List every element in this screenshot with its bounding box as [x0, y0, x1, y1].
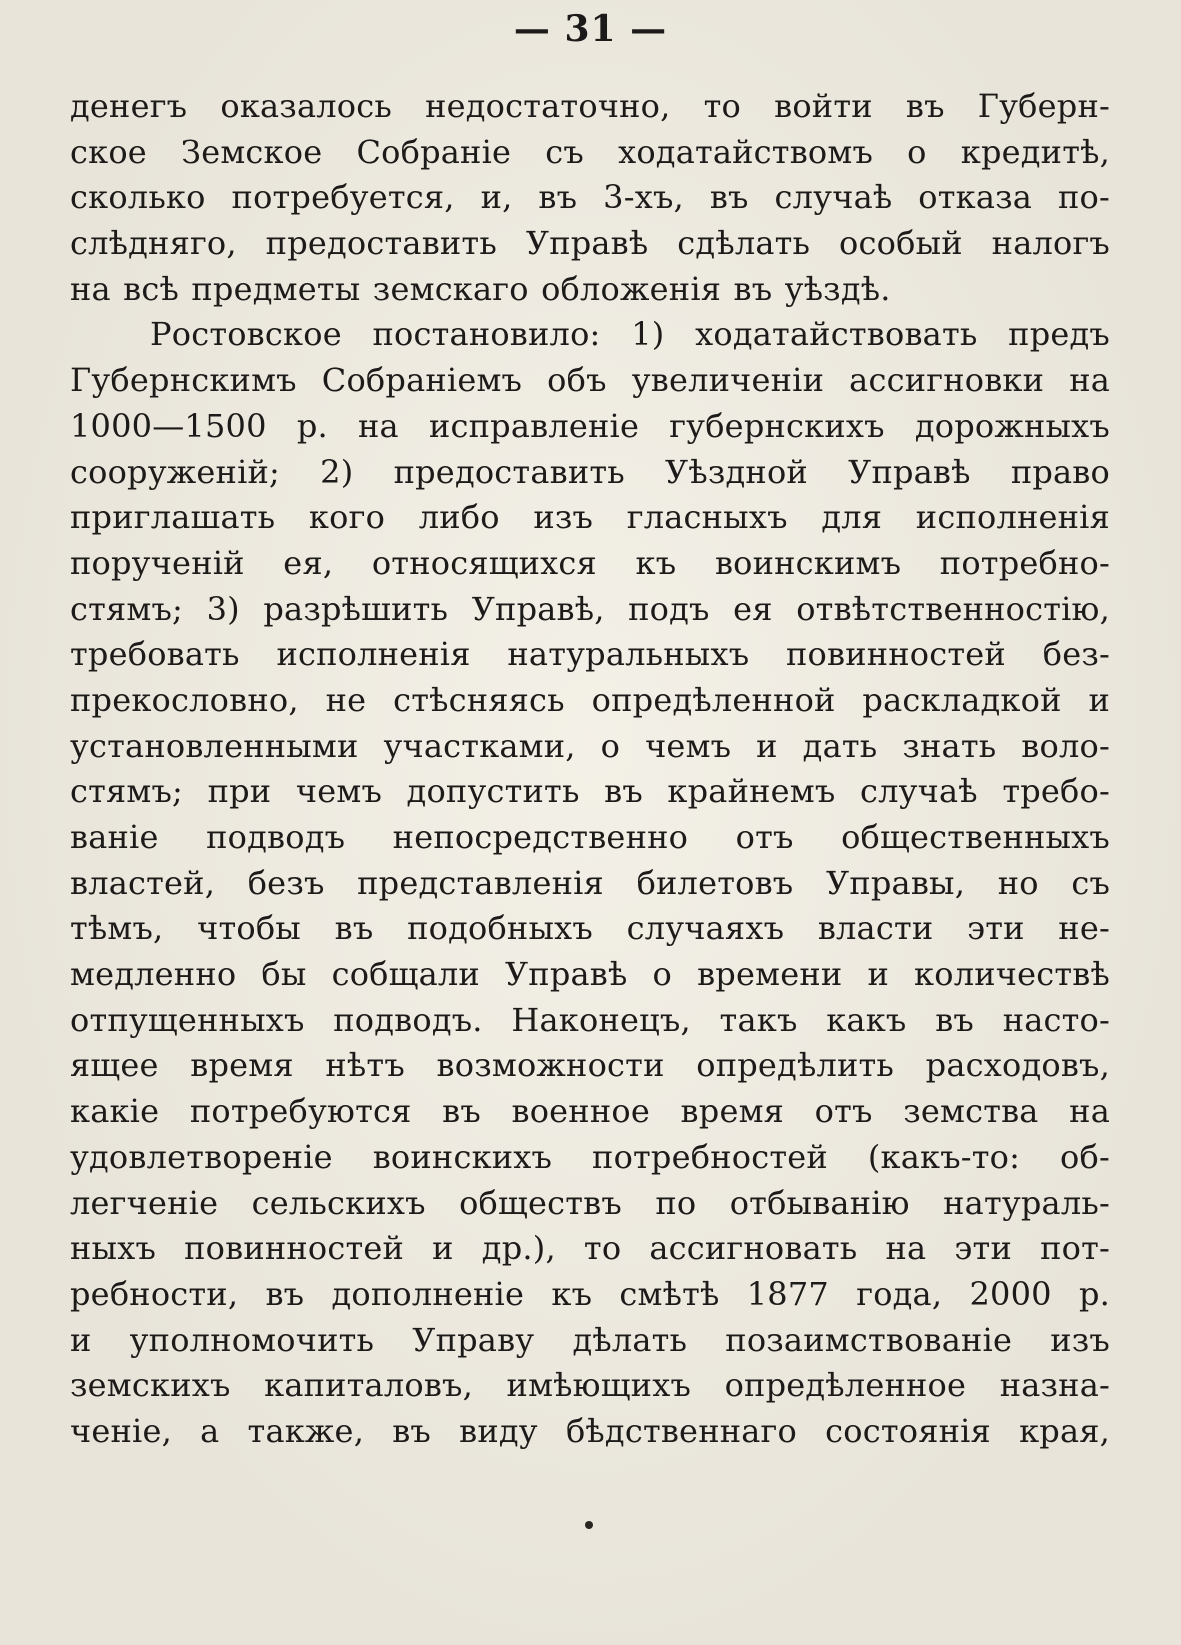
- text-line: 1000—1500 р. на исправленіе губернскихъ дорожныхъ: [70, 406, 1110, 445]
- text-line: властей, безъ представленія билетовъ Управы, но съ: [70, 863, 1110, 902]
- text-line: ящее время нѣтъ возможности опредѣлить расходовъ,: [70, 1046, 1110, 1085]
- text-line: ское Земское Собраніе съ ходатайствомъ о кредитѣ,: [70, 132, 1110, 171]
- text-line: требовать исполненія натуральныхъ повинностей без-: [70, 635, 1110, 674]
- text-line: удовлетвореніе воинскихъ потребностей (какъ-то: об-: [70, 1137, 1110, 1176]
- text-line: Губернскимъ Собраніемъ объ увеличеніи ассигновки на: [70, 361, 1110, 400]
- text-line: ныхъ повинностей и др.), то ассигновать на эти пот-: [70, 1229, 1110, 1268]
- text-line: тѣмъ, чтобы въ подобныхъ случаяхъ власти эти не-: [70, 909, 1110, 948]
- text-line: отпущенныхъ подводъ. Наконецъ, такъ какъ въ насто-: [70, 1000, 1110, 1039]
- text-line: ваніе подводъ непосредственно отъ общественныхъ: [70, 818, 1110, 856]
- text-line: ченіе, а также, въ виду бѣдственнаго состоянія края,: [70, 1411, 1110, 1450]
- text-line: денегъ оказалось недостаточно, то войти въ Губерн-: [70, 87, 1110, 125]
- footer-dot: [585, 1521, 593, 1529]
- text-line: сооруженій; 2) предоставить Уѣздной Управѣ право: [70, 452, 1110, 491]
- text-line: прекословно, не стѣсняясь опредѣленной раскладкой и: [70, 680, 1110, 719]
- page-body-text: [70, 84, 1110, 1455]
- text-line: и уполномочить Управу дѣлать позаимствованіе изъ: [70, 1320, 1110, 1359]
- paragraph-start-line: Ростовское постановило: 1) ходатайствовать предъ: [150, 315, 1110, 354]
- text-line: ребности, въ дополненіе къ смѣтѣ 1877 года, 2000 р.: [70, 1274, 1110, 1313]
- text-line: стямъ; 3) разрѣшить Управѣ, подъ ея отвѣтственностію,: [70, 589, 1110, 628]
- page-number: — 31 —: [513, 8, 668, 50]
- text-line: земскихъ капиталовъ, имѣющихъ опредѣленное назна-: [70, 1366, 1110, 1405]
- text-line: порученій ея, относящихся къ воинскимъ потребно-: [70, 543, 1110, 582]
- text-line: на всѣ предметы земскаго обложенія въ уѣздѣ.: [70, 269, 891, 308]
- text-line: стямъ; при чемъ допустить въ крайнемъ случаѣ требо-: [70, 772, 1110, 811]
- text-line: медленно бы собщали Управѣ о времени и количествѣ: [70, 955, 1110, 994]
- text-line: какіе потребуются въ военное время отъ земства на: [70, 1092, 1110, 1131]
- text-line: легченіе сельскихъ обществъ по отбыванію натураль-: [70, 1183, 1110, 1222]
- text-line: установленными участками, о чемъ и дать знать воло-: [70, 726, 1110, 765]
- text-line: приглашать кого либо изъ гласныхъ для исполненія: [70, 498, 1110, 537]
- text-line: сколько потребуется, и, въ 3-хъ, въ случаѣ отказа по-: [70, 178, 1110, 217]
- text-line: слѣдняго, предоставить Управѣ сдѣлать особый налогъ: [70, 224, 1110, 263]
